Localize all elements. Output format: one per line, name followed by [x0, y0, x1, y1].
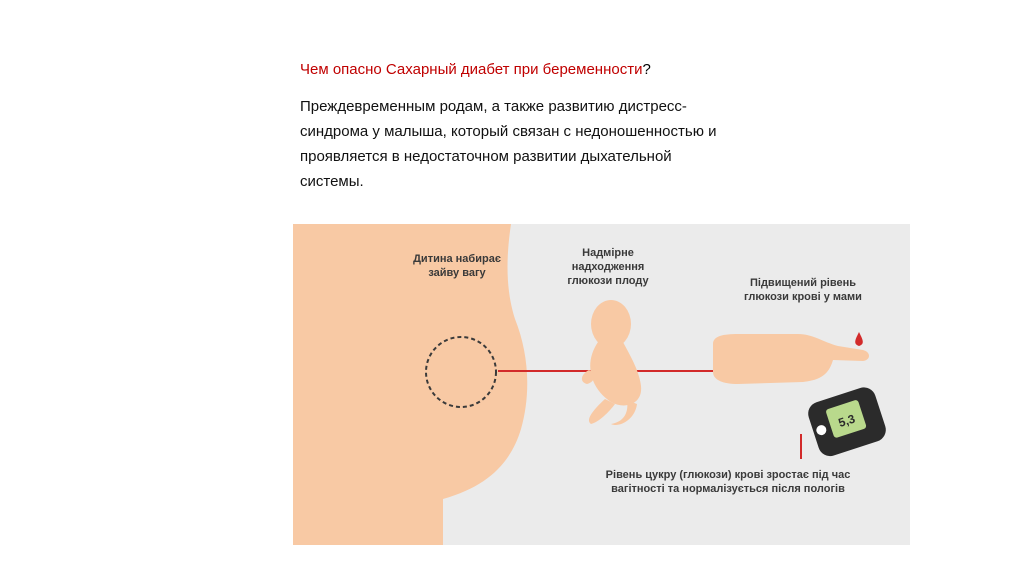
label-glucose-line-3: глюкози плоду	[567, 275, 649, 287]
label-sugar-level	[558, 468, 898, 496]
diabetes-pregnancy-illustration	[293, 224, 910, 545]
blood-drop-icon	[855, 332, 863, 346]
label-weight-line-2: зайву вагу	[428, 267, 486, 279]
answer-line-2: синдрома у малыша, который связан с недоношенностью и	[300, 123, 717, 140]
question-mark: ?	[642, 61, 651, 78]
label-weight	[387, 252, 527, 280]
question-text: Чем опасно Сахарный диабет при беременности	[300, 61, 643, 78]
label-mom-glucose	[713, 276, 893, 304]
meter-display-value: 5,3	[836, 411, 857, 431]
question-heading	[300, 60, 651, 80]
glucose-meter	[805, 384, 889, 459]
label-glucose-line-2: надходження	[571, 261, 645, 273]
hand-figure	[713, 334, 869, 384]
label-glucose	[543, 246, 673, 288]
answer-line-4: системы.	[300, 173, 364, 190]
label-glucose-line-1: Надмірне	[582, 247, 634, 259]
answer-paragraph	[300, 94, 790, 194]
answer-line-3: проявляется в недостаточном развитии дыхательной	[300, 148, 672, 165]
answer-line-1: Преждевременным родам, а также развитию дистресс-	[300, 98, 687, 115]
label-sugar-line-1: Рівень цукру (глюкози) крові зростає під час	[605, 469, 851, 481]
label-weight-line-1: Дитина набирає	[413, 253, 501, 265]
fetus-figure	[582, 300, 641, 425]
label-mom-line-2: глюкози крові у мами	[744, 291, 862, 303]
label-sugar-line-2: вагітності та нормалізується після пологів	[611, 483, 845, 495]
label-mom-line-1: Підвищений рівень	[749, 277, 856, 289]
